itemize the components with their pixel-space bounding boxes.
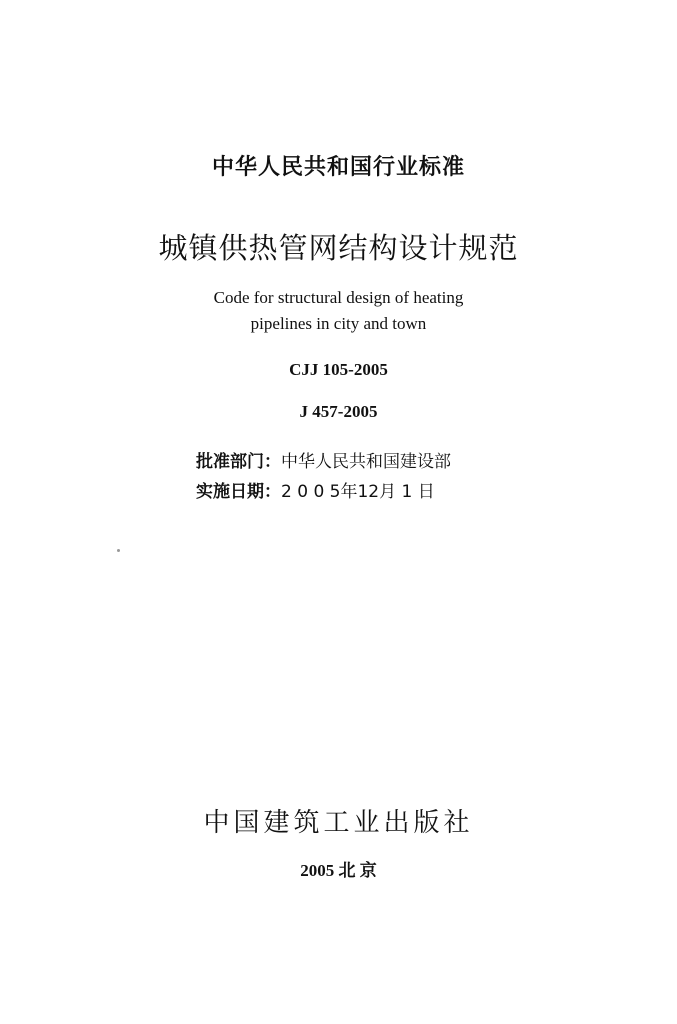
standard-category: 中华人民共和国行业标准 <box>211 155 465 180</box>
title-english-line-1: Code for structural design of heating <box>213 288 464 307</box>
title-chinese: 城镇供热管网结构设计规范 <box>158 231 519 265</box>
approval-info <box>196 447 451 507</box>
effective-date-row <box>196 477 451 507</box>
place-and-year: 2005 北 京 <box>300 861 377 880</box>
record-number: J 457-2005 <box>299 402 378 421</box>
title-english <box>0 285 677 337</box>
effective-date-value: 2 0 0 5年12月 1 日 <box>281 482 435 502</box>
approval-value: 中华人民共和国建设部 <box>281 452 451 472</box>
approval-label: 批准部门： <box>196 452 281 472</box>
approval-row <box>196 447 451 477</box>
effective-date-label: 实施日期： <box>196 482 281 502</box>
title-english-line-2: pipelines in city and town <box>250 314 427 333</box>
publisher: 中国建筑工业出版社 <box>203 808 474 838</box>
standard-number: CJJ 105-2005 <box>289 360 388 379</box>
scan-speck <box>117 549 120 552</box>
